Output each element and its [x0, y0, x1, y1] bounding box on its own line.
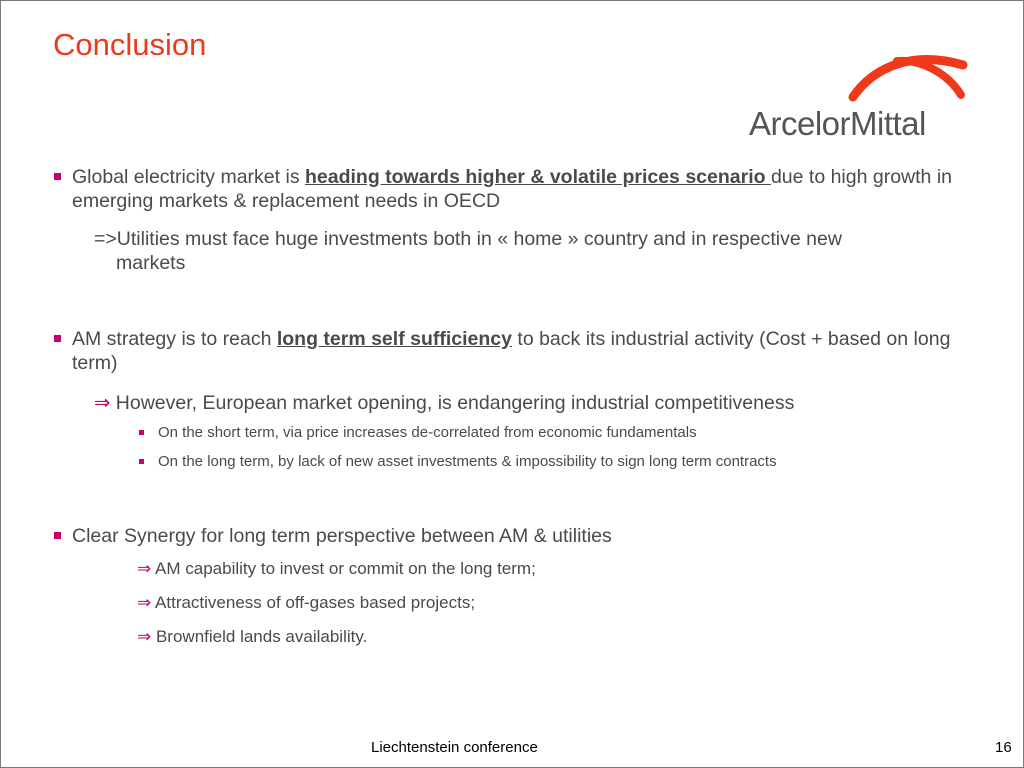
arcelormittal-logo	[747, 45, 977, 145]
bullet2-emphasis: long term self sufficiency	[276, 328, 512, 350]
small-bullet-icon	[139, 459, 144, 464]
logo-mark-icon	[845, 45, 975, 103]
slide-content	[51, 165, 981, 648]
list-item: On the long term, by lack of new asset investments & impossibility to sign long term contracts	[51, 452, 981, 472]
slide-title: Conclusion	[53, 27, 207, 62]
sub1-line1: =>Utilities must face huge investments both in « home » country and in respective new	[94, 228, 842, 250]
list-item: On the short term, via price increases de-correlated from economic fundamentals	[51, 423, 981, 443]
bullet-square-icon	[54, 532, 61, 539]
bullet-square-icon	[54, 173, 61, 180]
bullet2-pre: AM strategy is to reach	[72, 328, 277, 350]
footer-conference: Liechtenstein conference	[371, 739, 538, 756]
bullet3-text: Clear Synergy for long term perspective between AM & utilities	[72, 525, 612, 547]
bullet-am-strategy	[51, 327, 981, 375]
logo-text: ArcelorMittal	[749, 105, 926, 142]
implies-arrow-icon: ⇒	[137, 627, 152, 647]
bullet2-post: to back its industrial activity (Cost + based on long term)	[72, 328, 951, 374]
bullet1-post: due to high growth in emerging markets & replacement needs in OECD	[72, 166, 952, 212]
list-item: ⇒ Brownfield lands availability.	[137, 627, 368, 647]
sub1-line2: markets	[116, 252, 186, 274]
bullet-electricity-market	[51, 165, 981, 213]
list-item: ⇒ Attractiveness of off-gases based projects;	[137, 593, 476, 613]
small-bullet-icon	[139, 430, 144, 435]
page-number: 16	[995, 739, 1012, 756]
bullet1-emphasis: heading towards higher & volatile prices scenario	[304, 166, 771, 188]
implies-arrow-icon: ⇒	[137, 559, 152, 579]
implies-arrow-icon: ⇒	[137, 593, 152, 613]
european-market-text: However, European market opening, is endangering industrial competitiveness	[110, 392, 795, 414]
list-item: ⇒ AM capability to invest or commit on the long term;	[137, 559, 536, 579]
utilities-investment-note	[51, 227, 981, 275]
european-market-note	[51, 391, 981, 415]
bullet-clear-synergy	[51, 524, 981, 548]
implies-arrow-icon: ⇒	[94, 391, 111, 414]
bullet1-pre: Global electricity market is	[72, 166, 305, 188]
bullet-square-icon	[54, 335, 61, 342]
